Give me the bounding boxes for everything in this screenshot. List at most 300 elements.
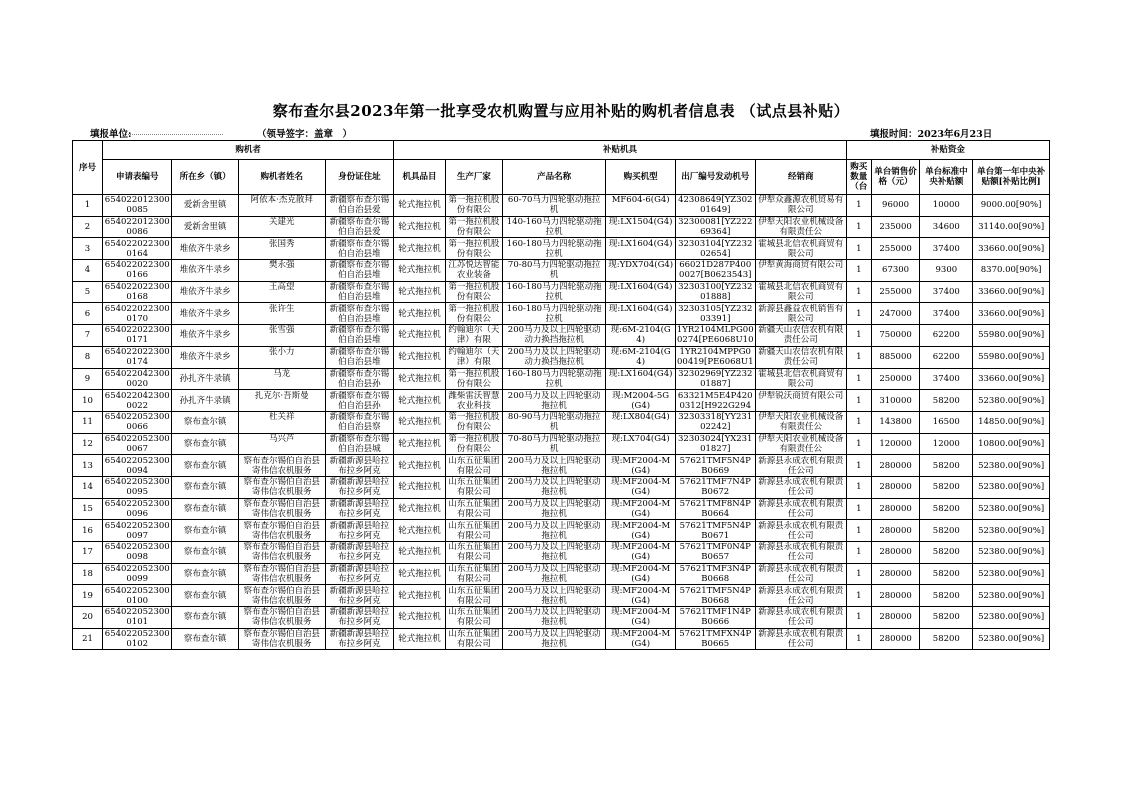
machine-category-cell <box>394 346 446 368</box>
purchase-model-cell <box>606 542 675 564</box>
buyer-name: 马兴芦 <box>268 433 295 444</box>
id-address-cell <box>325 346 393 368</box>
serial-engine-number: 1YR2104MLPG000274[PE6068U10 <box>676 325 754 346</box>
dealer-cell <box>755 195 846 217</box>
first-year-subsidy: 10800.00[90%] <box>978 438 1045 449</box>
product-name-cell <box>502 455 606 477</box>
dealer: 霍城县北信农机商贸有限公司 <box>758 238 844 259</box>
product-name-cell <box>502 195 606 217</box>
id-address: 新疆察布查尔锡伯自治县堆 <box>329 260 390 281</box>
application-id-cell <box>103 542 172 564</box>
dealer-cell <box>755 346 846 368</box>
row-number-cell <box>73 346 103 368</box>
id-address-cell <box>325 628 393 650</box>
dealer: 新源县永成农机有限责任公司 <box>758 585 844 606</box>
application-id: 6540220223000166 <box>104 260 170 281</box>
application-id-cell <box>103 346 172 368</box>
table-row <box>73 585 1050 607</box>
serial-engine-number-cell <box>675 303 755 325</box>
buyer-name-cell <box>238 390 325 412</box>
township-cell <box>172 260 238 282</box>
unit-price-cell <box>871 195 920 217</box>
standard-subsidy-cell <box>920 411 973 433</box>
application-id: 6540220223000174 <box>104 347 170 368</box>
application-id: 6540220523000100 <box>104 585 170 606</box>
quantity-cell <box>846 303 871 325</box>
machine-category: 轮式拖拉机 <box>398 569 441 580</box>
manufacturer-cell <box>445 390 502 412</box>
manufacturer-cell <box>445 303 502 325</box>
purchase-model-cell <box>606 411 675 433</box>
row-number: 11 <box>82 417 93 428</box>
buyer-name-cell <box>238 325 325 347</box>
product-name: 200马力及以上四轮驱动动力换挡拖拉机 <box>507 347 601 368</box>
first-year-subsidy: 55980.00[90%] <box>978 330 1045 341</box>
id-address: 新疆新源县哈拉布拉乡阿克 <box>329 477 390 498</box>
machine-category-cell <box>394 607 446 629</box>
machine-category: 轮式拖拉机 <box>398 590 441 601</box>
standard-subsidy-cell <box>920 303 973 325</box>
manufacturer: 江苏悦达智能农业装备 <box>448 260 500 281</box>
standard-subsidy-cell <box>920 216 973 238</box>
manufacturer: 第一拖拉机股份有限公 <box>448 217 500 238</box>
machine-category: 轮式拖拉机 <box>398 352 441 363</box>
manufacturer: 山东五征集团有限公司 <box>448 564 500 585</box>
manufacturer-cell <box>445 498 502 520</box>
standard-subsidy-cell <box>920 390 973 412</box>
purchase-model: 现:MF2004-M(G4) <box>611 564 671 585</box>
dealer-cell <box>755 628 846 650</box>
unit-price: 750000 <box>879 330 912 341</box>
township-cell <box>172 216 238 238</box>
quantity: 1 <box>856 503 862 514</box>
serial-engine-number: 32303024[YX23101827] <box>678 433 753 454</box>
manufacturer-cell <box>445 520 502 542</box>
dealer: 新疆天山农信农机有限责任公司 <box>758 347 844 368</box>
unit-price-cell <box>871 585 920 607</box>
first-year-subsidy: 52380.00[90%] <box>978 503 1045 514</box>
standard-subsidy-cell <box>920 607 973 629</box>
township-cell <box>172 628 238 650</box>
application-id: 6540220123000085 <box>104 195 170 216</box>
row-number-cell <box>73 520 103 542</box>
dealer-cell <box>755 498 846 520</box>
unit-price-cell <box>871 411 920 433</box>
first-year-subsidy-cell <box>973 390 1050 412</box>
first-year-subsidy: 8370.00[90%] <box>980 265 1042 276</box>
first-year-subsidy-cell <box>973 563 1050 585</box>
product-name-cell <box>502 563 606 585</box>
dealer: 伊犁天阳农业机械设备有限责任公 <box>758 412 844 433</box>
application-id: 6540220523000101 <box>104 607 170 628</box>
id-address: 新疆新源县哈拉布拉乡阿克 <box>329 629 390 650</box>
application-id-cell <box>103 195 172 217</box>
quantity: 1 <box>856 438 862 449</box>
machine-category: 轮式拖拉机 <box>398 612 441 623</box>
serial-engine-number: 57621TMF5N4PB0671 <box>679 520 751 541</box>
quantity-cell <box>846 390 871 412</box>
product-name-cell <box>502 346 606 368</box>
row-number: 15 <box>82 503 93 514</box>
product-name: 200马力及以上四轮驱动拖拉机 <box>507 455 601 476</box>
manufacturer: 第一拖拉机股份有限公 <box>448 238 500 259</box>
unit-price: 885000 <box>879 352 912 363</box>
standard-subsidy: 58200 <box>932 460 960 471</box>
product-name-cell <box>502 498 606 520</box>
first-year-subsidy: 33660.00[90%] <box>978 308 1045 319</box>
dealer: 新源县永成农机有限责任公司 <box>758 455 844 476</box>
id-address-cell <box>325 216 393 238</box>
unit-price-cell <box>871 520 920 542</box>
product-name: 200马力及以上四轮驱动拖拉机 <box>507 477 601 498</box>
first-year-subsidy-cell <box>973 607 1050 629</box>
quantity-cell <box>846 628 871 650</box>
manufacturer: 山东五征集团有限公司 <box>448 498 500 519</box>
township-cell <box>172 498 238 520</box>
product-name: 160-180马力四轮驱动拖拉机 <box>506 282 602 303</box>
standard-subsidy-cell <box>920 260 973 282</box>
first-year-subsidy: 52380.00[90%] <box>978 547 1045 558</box>
row-number-cell <box>73 607 103 629</box>
standard-subsidy-cell <box>920 498 973 520</box>
buyer-name-cell <box>238 607 325 629</box>
dealer: 新源县永成农机有限责任公司 <box>758 498 844 519</box>
application-id-cell <box>103 368 172 390</box>
product-name-cell <box>502 216 606 238</box>
id-address: 新疆察布查尔锡伯自治县察 <box>329 412 390 433</box>
col-header: 单台标准中央补贴额 <box>920 160 973 195</box>
id-address: 新疆察布查尔锡伯自治县堆 <box>329 282 390 303</box>
id-address-cell <box>325 260 393 282</box>
row-number-cell <box>73 260 103 282</box>
dealer: 新源县永成农机有限责任公司 <box>758 477 844 498</box>
manufacturer: 约翰迪尔（天津）有限 <box>448 325 500 346</box>
serial-engine-number-cell <box>675 346 755 368</box>
unit-price: 143800 <box>879 417 912 428</box>
first-year-subsidy: 14850.00[90%] <box>978 417 1045 428</box>
buyer-name-cell <box>238 628 325 650</box>
standard-subsidy: 58200 <box>932 634 960 645</box>
standard-subsidy-cell <box>920 585 973 607</box>
first-year-subsidy: 52380.00[90%] <box>978 612 1045 623</box>
id-address: 新疆察布查尔锡伯自治县城 <box>329 433 390 454</box>
township: 堆依齐牛录乡 <box>179 243 231 254</box>
standard-subsidy: 37400 <box>932 243 960 254</box>
purchase-model-cell <box>606 585 675 607</box>
manufacturer: 第一拖拉机股份有限公 <box>448 412 500 433</box>
row-number-cell <box>73 281 103 303</box>
township: 察布查尔镇 <box>183 438 227 449</box>
application-id-cell <box>103 303 172 325</box>
first-year-subsidy-cell <box>973 455 1050 477</box>
township: 爱新舍里镇 <box>183 200 227 211</box>
row-number: 4 <box>84 265 91 276</box>
dealer-cell <box>755 303 846 325</box>
quantity: 1 <box>856 634 862 645</box>
buyer-name-cell <box>238 563 325 585</box>
serial-engine-number: 57621TMF5N4PB0669 <box>679 455 751 476</box>
standard-subsidy-cell <box>920 346 973 368</box>
application-id: 6540220223000170 <box>104 303 170 324</box>
manufacturer: 山东五征集团有限公司 <box>448 455 500 476</box>
dealer: 伊犁黄海商贸有限公司 <box>758 260 844 271</box>
purchase-model-cell <box>606 368 675 390</box>
quantity-cell <box>846 563 871 585</box>
quantity: 1 <box>856 308 862 319</box>
purchase-model: 现:LX1604(G4) <box>608 303 673 314</box>
row-number: 8 <box>84 352 91 363</box>
id-address: 新疆察布查尔锡伯自治县堆 <box>329 347 390 368</box>
table-row <box>73 368 1050 390</box>
machine-category-cell <box>394 542 446 564</box>
row-number-cell <box>73 195 103 217</box>
purchase-model-cell <box>606 563 675 585</box>
first-year-subsidy-cell <box>973 520 1050 542</box>
serial-engine-number: 57621TMF3N4PB0668 <box>679 564 751 585</box>
serial-engine-number-cell <box>675 563 755 585</box>
product-name: 200马力及以上四轮驱动拖拉机 <box>507 564 601 585</box>
standard-subsidy: 62200 <box>932 330 960 341</box>
purchase-model-cell <box>606 195 675 217</box>
dealer-cell <box>755 390 846 412</box>
purchase-model-cell <box>606 628 675 650</box>
manufacturer: 第一拖拉机股份有限公 <box>448 433 500 454</box>
buyer-name: 察布查尔锡伯自治县寄伟信农机服务 <box>243 564 320 585</box>
machine-category-cell <box>394 216 446 238</box>
township-cell <box>172 325 238 347</box>
manufacturer: 山东五征集团有限公司 <box>448 585 500 606</box>
unit-price: 280000 <box>879 612 912 623</box>
table-row <box>73 195 1050 217</box>
machine-category-cell <box>394 563 446 585</box>
first-year-subsidy-cell <box>973 216 1050 238</box>
buyer-name: 察布查尔锡伯自治县寄伟信农机服务 <box>243 455 320 476</box>
first-year-subsidy: 52380.00[90%] <box>978 482 1045 493</box>
quantity-cell <box>846 260 871 282</box>
fill-unit-field <box>123 124 223 135</box>
application-id: 6540220523000097 <box>104 520 170 541</box>
id-address-cell <box>325 498 393 520</box>
dealer: 新疆天山农信农机有限责任公司 <box>758 325 844 346</box>
serial-engine-number-cell <box>675 520 755 542</box>
id-address: 新疆新源县哈拉布拉乡阿克 <box>329 455 390 476</box>
quantity: 1 <box>856 265 862 276</box>
buyer-name: 扎克尔·吾斯曼 <box>254 390 309 401</box>
application-id-cell <box>103 325 172 347</box>
dealer-cell <box>755 607 846 629</box>
standard-subsidy: 58200 <box>932 569 960 580</box>
purchase-model: 现:MF2004-M(G4) <box>611 542 671 563</box>
quantity-cell <box>846 346 871 368</box>
buyer-name-cell <box>238 498 325 520</box>
product-name: 200马力及以上四轮驱动拖拉机 <box>507 498 601 519</box>
quantity: 1 <box>856 547 862 558</box>
buyer-name-cell <box>238 281 325 303</box>
row-number: 17 <box>82 547 93 558</box>
buyer-name: 察布查尔锡伯自治县寄伟信农机服务 <box>243 542 320 563</box>
quantity-cell <box>846 520 871 542</box>
id-address-cell <box>325 303 393 325</box>
first-year-subsidy: 52380.00[90%] <box>978 569 1045 580</box>
row-number: 21 <box>82 634 93 645</box>
application-id: 6540220523000102 <box>104 629 170 650</box>
unit-price-cell <box>871 563 920 585</box>
dealer: 新源县永成农机有限责任公司 <box>758 520 844 541</box>
quantity-cell <box>846 195 871 217</box>
purchase-model-cell <box>606 238 675 260</box>
id-address-cell <box>325 542 393 564</box>
product-name-cell <box>502 281 606 303</box>
row-number: 6 <box>84 308 91 319</box>
row-number: 3 <box>84 243 91 254</box>
purchase-model-cell <box>606 390 675 412</box>
serial-engine-number-cell <box>675 325 755 347</box>
group-header-subsidy-fund: 补贴资金 <box>846 141 1049 160</box>
township-cell <box>172 346 238 368</box>
table-row <box>73 563 1050 585</box>
quantity-cell <box>846 476 871 498</box>
row-number-cell <box>73 498 103 520</box>
first-year-subsidy-cell <box>973 281 1050 303</box>
first-year-subsidy-cell <box>973 238 1050 260</box>
serial-engine-number-cell <box>675 498 755 520</box>
quantity: 1 <box>856 352 862 363</box>
quantity: 1 <box>856 569 862 580</box>
id-address: 新疆新源县哈拉布拉乡阿克 <box>329 498 390 519</box>
purchase-model-cell <box>606 216 675 238</box>
table-row <box>73 498 1050 520</box>
unit-price: 280000 <box>879 590 912 601</box>
township: 察布查尔镇 <box>183 569 227 580</box>
serial-engine-number: 57621TMF7N4PB0672 <box>679 477 751 498</box>
application-id-cell <box>103 476 172 498</box>
dealer-cell <box>755 238 846 260</box>
product-name-cell <box>502 607 606 629</box>
township: 察布查尔镇 <box>183 612 227 623</box>
manufacturer-cell <box>445 433 502 455</box>
manufacturer-cell <box>445 195 502 217</box>
application-id-cell <box>103 563 172 585</box>
product-name: 160-180马力四轮驱动拖拉机 <box>506 238 602 259</box>
serial-engine-number-cell <box>675 542 755 564</box>
col-header: 单台销售价格（元） <box>871 160 920 195</box>
township-cell <box>172 433 238 455</box>
purchase-model: 现:LX1504(G4) <box>608 217 673 228</box>
buyer-name: 张许生 <box>268 303 295 314</box>
row-number: 1 <box>84 200 91 211</box>
standard-subsidy-cell <box>920 195 973 217</box>
row-number: 7 <box>84 330 91 341</box>
application-id-cell <box>103 585 172 607</box>
manufacturer: 山东五征集团有限公司 <box>448 520 500 541</box>
dealer-cell <box>755 455 846 477</box>
quantity: 1 <box>856 243 862 254</box>
id-address-cell <box>325 325 393 347</box>
unit-price: 255000 <box>879 287 912 298</box>
buyer-name: 察布查尔锡伯自治县寄伟信农机服务 <box>243 477 320 498</box>
manufacturer: 山东五征集团有限公司 <box>448 629 500 650</box>
manufacturer-cell <box>445 411 502 433</box>
serial-engine-number-cell <box>675 260 755 282</box>
unit-price-cell <box>871 281 920 303</box>
dealer: 伊犁天阳农业机械设备有限责任公 <box>758 433 844 454</box>
dealer: 新源县永成农机有限责任公司 <box>758 564 844 585</box>
standard-subsidy: 16500 <box>932 417 960 428</box>
application-id: 6540220223000168 <box>104 282 170 303</box>
row-number-cell <box>73 628 103 650</box>
serial-engine-number: 32303105[YZ23203391] <box>678 303 753 324</box>
machine-category-cell <box>394 520 446 542</box>
dealer: 伊犁众鑫源农机贸易有限公司 <box>758 195 844 216</box>
quantity-cell <box>846 216 871 238</box>
township-cell <box>172 542 238 564</box>
township-cell <box>172 195 238 217</box>
col-header: 购机者姓名 <box>238 160 325 195</box>
table-row <box>73 411 1050 433</box>
buyer-name-cell <box>238 260 325 282</box>
row-number-cell <box>73 390 103 412</box>
fill-unit-label: 填报单位: <box>90 129 132 140</box>
unit-price: 280000 <box>879 460 912 471</box>
buyer-name-cell <box>238 411 325 433</box>
dealer: 新源县鑫益农机销售有限公司 <box>758 303 844 324</box>
buyer-name-cell <box>238 476 325 498</box>
row-number-cell <box>73 303 103 325</box>
id-address: 新疆察布查尔锡伯自治县堆 <box>329 238 390 259</box>
unit-price: 235000 <box>879 222 912 233</box>
township: 察布查尔镇 <box>183 547 227 558</box>
col-header: 购买数量（台 <box>846 160 871 195</box>
machine-category-cell <box>394 368 446 390</box>
township-cell <box>172 607 238 629</box>
group-header-buyer: 购机者 <box>103 141 394 160</box>
manufacturer: 山东五征集团有限公司 <box>448 607 500 628</box>
fill-time-label: 填报时间：2023年6月23日 <box>870 129 993 140</box>
buyer-name-cell <box>238 368 325 390</box>
manufacturer-cell <box>445 628 502 650</box>
serial-engine-number-cell <box>675 368 755 390</box>
product-name-cell <box>502 390 606 412</box>
manufacturer-cell <box>445 542 502 564</box>
col-header: 购买机型 <box>606 160 675 195</box>
township-cell <box>172 411 238 433</box>
purchase-model-cell <box>606 303 675 325</box>
purchase-model: 现:MF2004-M(G4) <box>611 455 671 476</box>
township-cell <box>172 303 238 325</box>
application-id: 6540220523000096 <box>104 498 170 519</box>
township-cell <box>172 520 238 542</box>
row-number-cell <box>73 542 103 564</box>
buyer-name: 察布查尔锡伯自治县寄伟信农机服务 <box>243 629 320 650</box>
col-header: 身份证住址 <box>325 160 393 195</box>
col-header: 出厂编号发动机号 <box>675 160 755 195</box>
product-name-cell <box>502 260 606 282</box>
machine-category: 轮式拖拉机 <box>398 222 441 233</box>
application-id: 6540220523000094 <box>104 455 170 476</box>
row-number-cell <box>73 563 103 585</box>
township-cell <box>172 455 238 477</box>
product-name: 200马力及以上四轮驱动动力换挡拖拉机 <box>507 325 601 346</box>
id-address: 新疆察布查尔锡伯自治县孙 <box>329 390 390 411</box>
quantity: 1 <box>856 395 862 406</box>
product-name: 140-160马力四轮驱动拖拉机 <box>506 217 602 238</box>
township: 堆依齐牛录乡 <box>179 287 231 298</box>
unit-price: 280000 <box>879 482 912 493</box>
buyer-name: 张国秀 <box>268 238 295 249</box>
serial-engine-number-cell <box>675 585 755 607</box>
township: 爱新舍里镇 <box>183 222 227 233</box>
row-number: 9 <box>84 373 91 384</box>
